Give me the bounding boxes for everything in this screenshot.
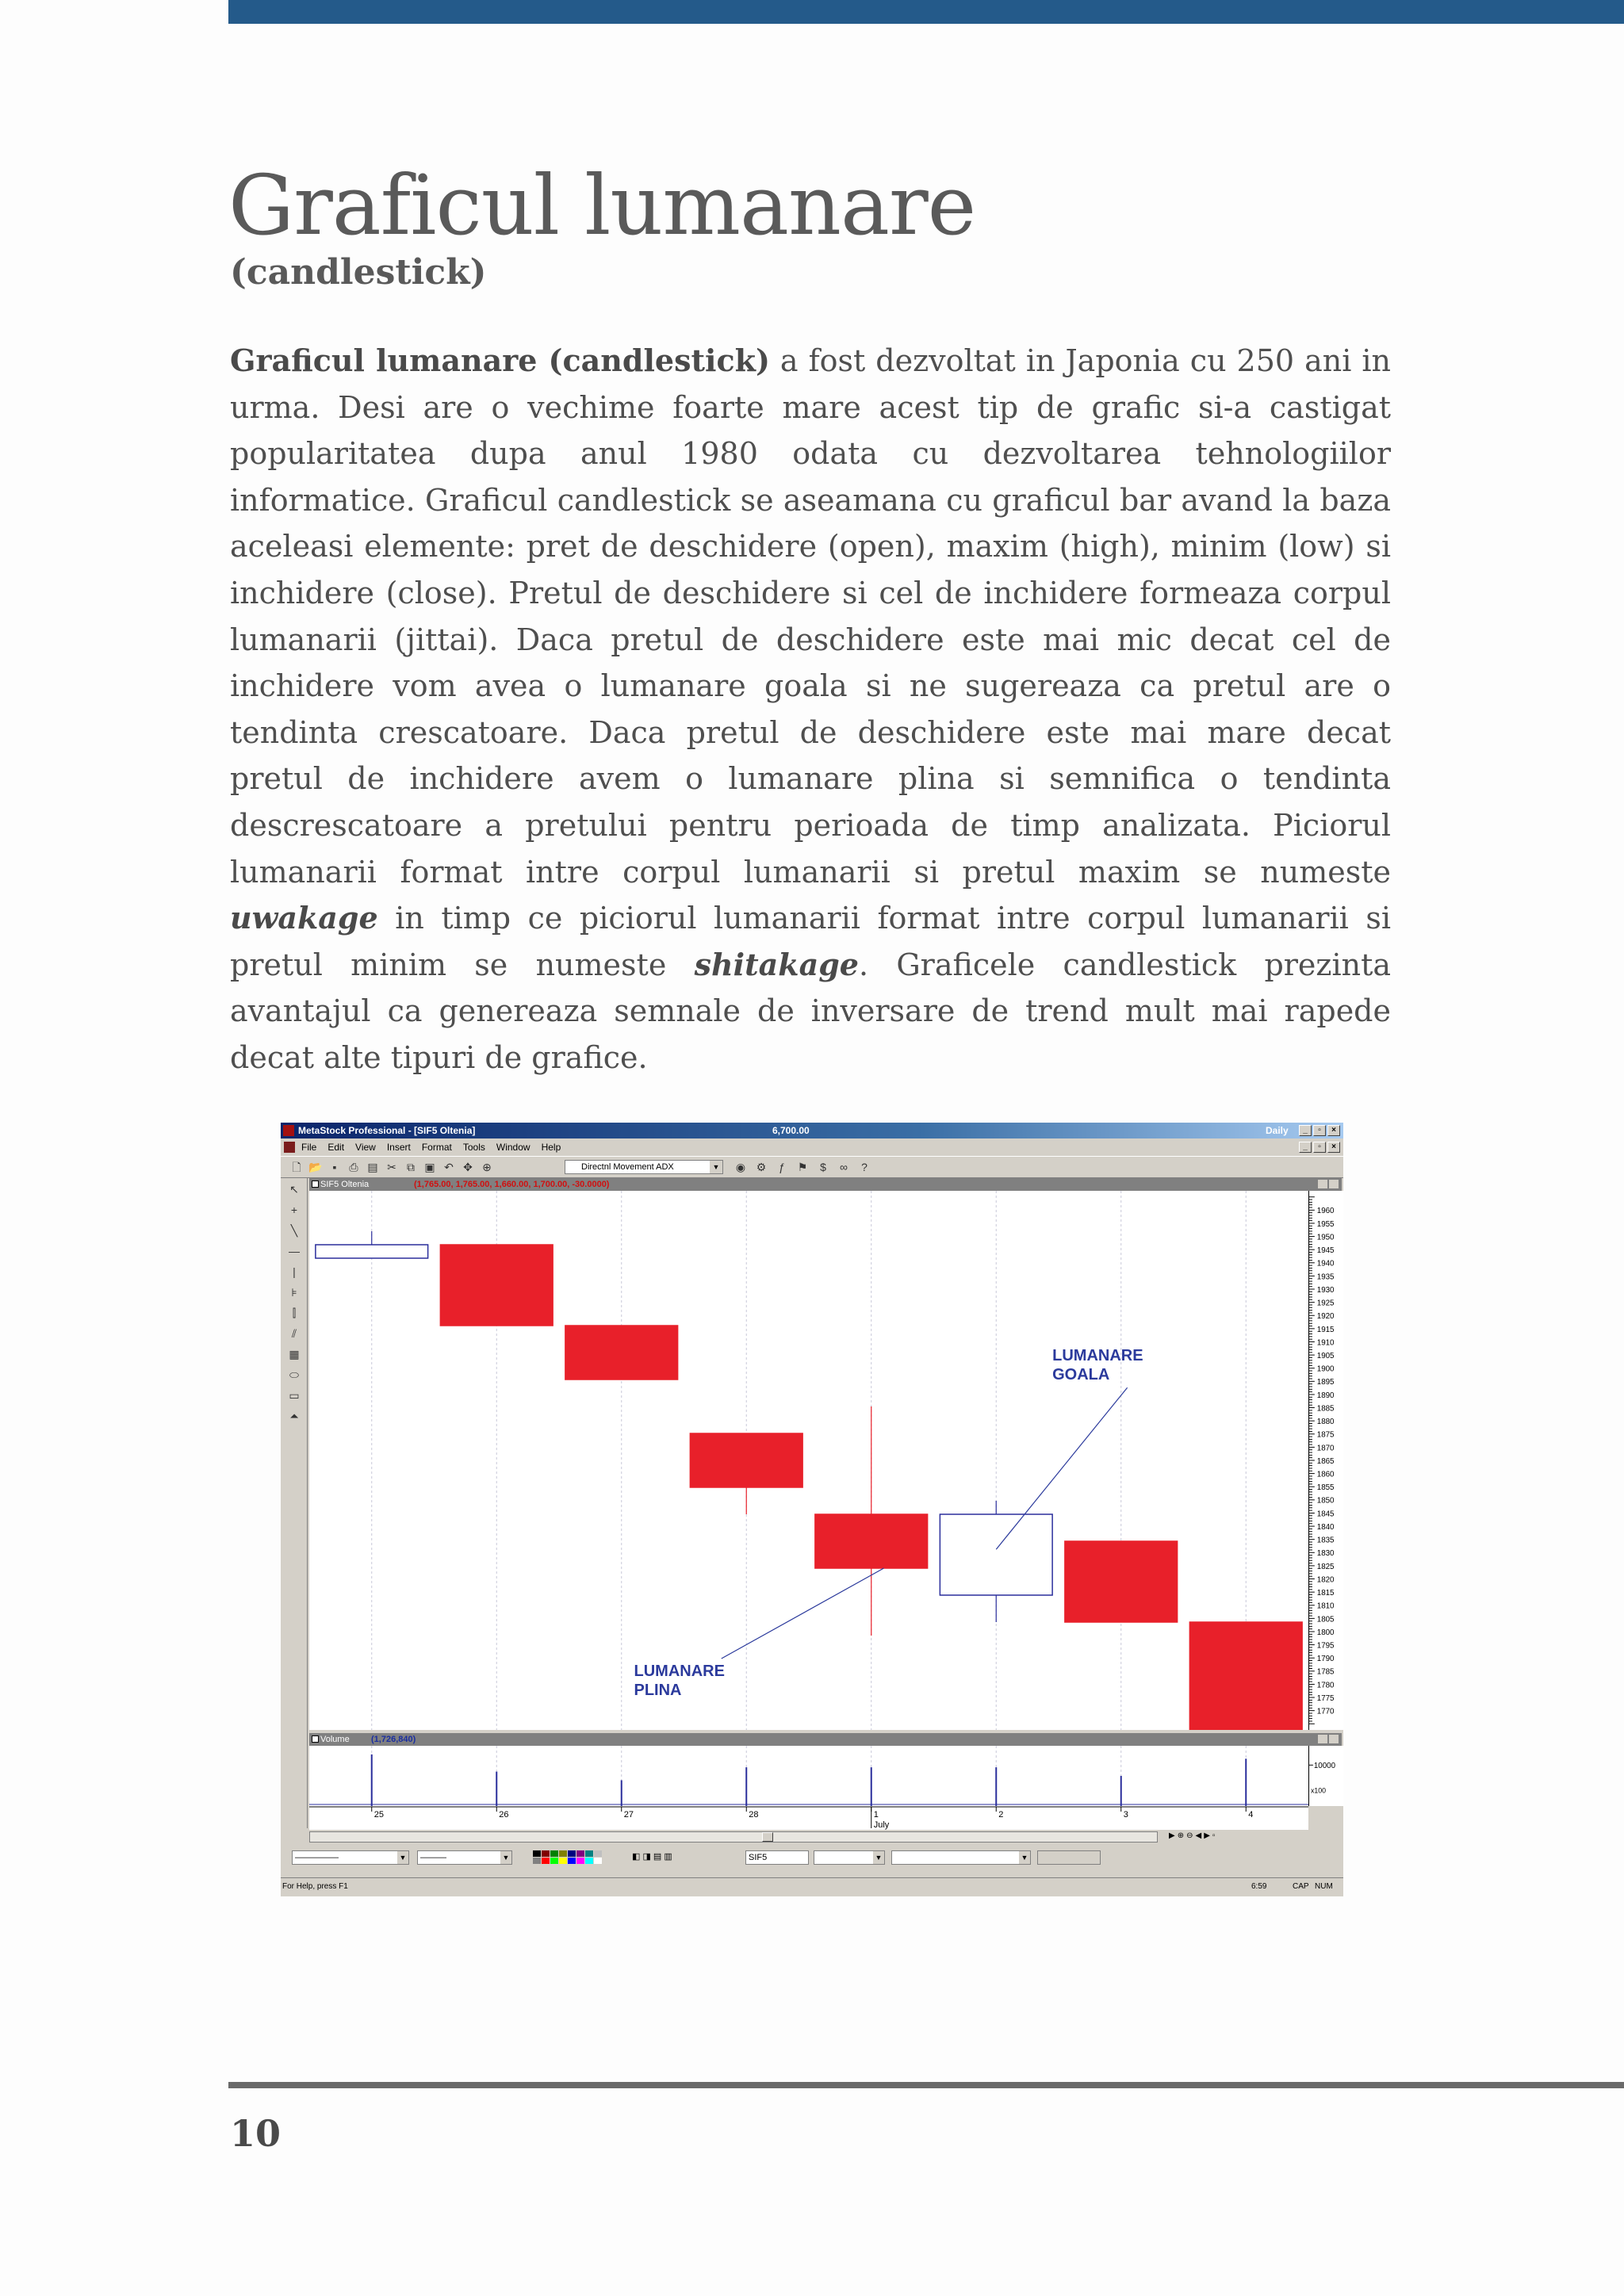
price-tick-label: 1865 bbox=[1316, 1456, 1335, 1466]
price-tick-label: 1805 bbox=[1316, 1615, 1335, 1624]
dollar-icon[interactable]: $ bbox=[820, 1161, 826, 1173]
help-icon[interactable]: ? bbox=[861, 1161, 868, 1173]
ellipse-icon[interactable]: ⬭ bbox=[289, 1368, 299, 1381]
price-tick-label: 1875 bbox=[1316, 1430, 1335, 1440]
speed-lines-icon[interactable]: ⫽ bbox=[291, 1327, 297, 1340]
body-text-1: a fost dezvoltat in Japonia cu 250 ani in urma. Desi are o vechime foarte mare acest tip de grafic si-a castigat popularitatea dupa anul 1980 odata cu dezvoltarea tehnologiilor informatice. Graficul candlestick se aseamana cu graficul bar avand la baza aceleasi elemente: pret de deschidere (open), maxim (high), minim (low) si inchidere (close). Pretul de deschidere si cel de inchidere formeaza corpul lumanarii (jittai). Daca pretul de deschidere este mai mic decat cel de inchidere vom avea o lumanare goala si ne sugereaza ca pretul are o tendinta crescatoare. Daca pretul de deschidere este mai mare decat pretul de inchidere avem o lumanare plina si semnifica o tendinta descrescatoare a pretului pentru perioada de timp analizata. Piciorul lumanarii format intre corpul lumanarii si pretul maxim se numeste bbox=[230, 343, 1391, 890]
candle-filled bbox=[440, 1245, 553, 1326]
annotation-goala: LUMANARE GOALA bbox=[1052, 1347, 1143, 1384]
volume-maximize-icon[interactable] bbox=[1329, 1735, 1339, 1743]
security-select[interactable] bbox=[814, 1850, 885, 1865]
grid-icon[interactable]: ▦ bbox=[289, 1348, 300, 1360]
period-dropdown-icon[interactable]: ▼ bbox=[1019, 1851, 1030, 1864]
symbol-field[interactable] bbox=[745, 1850, 809, 1865]
text-tool-icon[interactable]: ⏶ bbox=[289, 1410, 299, 1422]
menu-item-format[interactable]: Format bbox=[421, 1142, 452, 1153]
volume-unit-label: x100 bbox=[1310, 1786, 1327, 1795]
price-pane-values: (1,765.00, 1,765.00, 1,660.00, 1,700.00, -30.0000) bbox=[414, 1180, 610, 1189]
binoculars-icon[interactable]: ∞ bbox=[840, 1161, 848, 1173]
price-tick-label: 1895 bbox=[1316, 1378, 1335, 1387]
price-tick-label: 1905 bbox=[1316, 1352, 1335, 1360]
print-icon[interactable]: ⎙ bbox=[349, 1161, 358, 1173]
date-tick-label: 3 bbox=[1123, 1810, 1128, 1820]
palette-swatch[interactable] bbox=[559, 1858, 567, 1864]
volume-checkbox-icon[interactable] bbox=[312, 1735, 319, 1743]
child-close-icon[interactable]: × bbox=[1327, 1142, 1340, 1153]
lead-term: Graficul lumanare (candlestick) bbox=[230, 342, 770, 378]
price-tick-label: 1800 bbox=[1316, 1628, 1335, 1637]
cut-icon[interactable]: ✂ bbox=[387, 1161, 396, 1173]
metastock-screenshot bbox=[281, 1123, 1343, 1896]
explorer-icon[interactable]: ◉ bbox=[735, 1161, 746, 1173]
status-bar bbox=[281, 1877, 1343, 1895]
price-tick-label: 1840 bbox=[1316, 1522, 1335, 1532]
price-tick-label: 1830 bbox=[1316, 1549, 1335, 1559]
minimize-icon[interactable]: _ bbox=[1299, 1125, 1312, 1136]
horizontal-line-icon[interactable]: — bbox=[289, 1245, 300, 1257]
candle-filled bbox=[565, 1326, 678, 1380]
window-titlebar bbox=[281, 1123, 1343, 1138]
line-style-dropdown-icon[interactable]: ▼ bbox=[397, 1851, 408, 1864]
vertical-line-icon[interactable]: | bbox=[293, 1265, 296, 1278]
copy-icon[interactable]: ⧉ bbox=[407, 1161, 415, 1173]
price-tick-label: 1785 bbox=[1316, 1667, 1335, 1677]
apply-button[interactable] bbox=[1037, 1850, 1101, 1865]
volume-pane-values: (1,726,840) bbox=[371, 1735, 416, 1744]
menu-item-edit[interactable]: Edit bbox=[327, 1142, 345, 1153]
price-tick-label: 1930 bbox=[1316, 1285, 1335, 1295]
volume-minimize-icon[interactable] bbox=[1318, 1735, 1327, 1743]
cycle-lines-icon[interactable]: ⫿ bbox=[292, 1307, 297, 1319]
trendline-icon[interactable]: ╲ bbox=[290, 1224, 298, 1237]
price-tick-label: 1770 bbox=[1316, 1707, 1335, 1716]
palette-swatch[interactable] bbox=[568, 1858, 576, 1864]
price-tick-label: 1945 bbox=[1316, 1246, 1335, 1256]
body-text-3: . Graficele candlestick prezinta avantajul ca genereaza semnale de inversare de trend mult mai rapede decat alte tipuri de grafice. bbox=[230, 947, 1391, 1075]
title-price: 6,700.00 bbox=[772, 1125, 810, 1136]
candle-hollow bbox=[316, 1245, 428, 1258]
first-bar-icon[interactable]: ◀ bbox=[1195, 1831, 1202, 1840]
price-tick-label: 1885 bbox=[1316, 1404, 1335, 1414]
price-pane-name: SIF5 Oltenia bbox=[320, 1180, 370, 1189]
print-preview-icon[interactable]: ▤ bbox=[367, 1161, 378, 1173]
zoom-icon[interactable]: ⊕ bbox=[482, 1161, 492, 1173]
price-pane-caption bbox=[309, 1178, 1342, 1191]
crosshair-icon[interactable]: ✥ bbox=[463, 1161, 473, 1173]
volume-pane-name: Volume bbox=[320, 1735, 350, 1744]
paste-icon[interactable]: ▣ bbox=[424, 1161, 435, 1173]
price-tick-label: 1855 bbox=[1316, 1483, 1335, 1493]
undo-icon[interactable]: ↶ bbox=[444, 1161, 454, 1173]
palette-swatch[interactable] bbox=[594, 1850, 602, 1857]
pane-checkbox-icon[interactable] bbox=[312, 1181, 319, 1188]
menu-bar bbox=[281, 1138, 1343, 1156]
footer-rule bbox=[228, 2082, 1624, 2088]
zoom-in-icon[interactable]: ⊕ bbox=[1177, 1831, 1185, 1840]
page-title: Graficul lumanare bbox=[228, 157, 976, 254]
palette-swatch[interactable] bbox=[533, 1850, 541, 1857]
palette-swatch[interactable] bbox=[559, 1850, 567, 1857]
security-dropdown-icon[interactable]: ▼ bbox=[873, 1851, 884, 1864]
title-period: Daily bbox=[1266, 1125, 1289, 1136]
price-tick-label: 1935 bbox=[1316, 1272, 1335, 1282]
price-tick-label: 1960 bbox=[1316, 1207, 1335, 1216]
formula-icon[interactable]: ƒ bbox=[779, 1161, 785, 1173]
price-tick-label: 1940 bbox=[1316, 1259, 1335, 1269]
price-tick-label: 1920 bbox=[1316, 1312, 1335, 1322]
price-tick-label: 1845 bbox=[1316, 1510, 1335, 1519]
menu-item-tools[interactable]: Tools bbox=[462, 1142, 485, 1153]
refresh-icon[interactable]: ▫ bbox=[1212, 1831, 1216, 1840]
price-tick-label: 1880 bbox=[1316, 1418, 1335, 1427]
color-palette[interactable] bbox=[533, 1850, 615, 1865]
candle-filled bbox=[815, 1514, 928, 1568]
style-toolbar bbox=[281, 1844, 1343, 1868]
child-minimize-icon[interactable]: _ bbox=[1299, 1142, 1312, 1153]
date-tick-label: 28 bbox=[749, 1810, 759, 1820]
price-tick-label: 1910 bbox=[1316, 1338, 1335, 1348]
date-tick-label: 2 bbox=[998, 1810, 1004, 1820]
annotation-plina: LUMANARE PLINA bbox=[634, 1663, 725, 1699]
header-accent-bar bbox=[228, 0, 1624, 24]
candle-filled bbox=[1065, 1541, 1178, 1622]
price-tick-label: 1850 bbox=[1316, 1496, 1335, 1506]
price-axis bbox=[1308, 1191, 1343, 1730]
chart-scrollbar-row bbox=[281, 1830, 1343, 1844]
horizontal-scrollbar[interactable] bbox=[309, 1831, 1158, 1843]
candle-filled bbox=[1189, 1622, 1302, 1730]
date-tick-label: 27 bbox=[623, 1810, 634, 1820]
dropdown-arrow-icon[interactable]: ▼ bbox=[710, 1161, 722, 1173]
palette-swatch[interactable] bbox=[594, 1858, 602, 1864]
candlestick-chart bbox=[309, 1191, 1308, 1730]
palette-swatch[interactable] bbox=[576, 1858, 584, 1864]
menu-item-help[interactable]: Help bbox=[541, 1142, 561, 1153]
system-tester-icon[interactable]: ⚙ bbox=[756, 1161, 767, 1173]
main-toolbar bbox=[281, 1156, 1343, 1178]
price-tick-label: 1825 bbox=[1316, 1562, 1335, 1571]
palette-swatch[interactable] bbox=[550, 1850, 558, 1857]
price-tick-label: 1790 bbox=[1316, 1655, 1335, 1664]
palette-swatch[interactable] bbox=[542, 1850, 550, 1857]
window-title: MetaStock Professional - [SIF5 Oltenia] bbox=[298, 1125, 476, 1136]
palette-swatch[interactable] bbox=[585, 1850, 593, 1857]
annotation-pointer bbox=[722, 1568, 884, 1659]
volume-chart bbox=[309, 1746, 1308, 1806]
price-tick-label: 1780 bbox=[1316, 1681, 1335, 1690]
page-number: 10 bbox=[230, 2112, 282, 2155]
status-num: NUM bbox=[1315, 1882, 1333, 1891]
document-icon bbox=[284, 1142, 295, 1153]
indicator-select-value: Directnl Movement ADX bbox=[581, 1162, 674, 1172]
volume-pane-caption bbox=[309, 1733, 1342, 1746]
term-shitakage: shitakage bbox=[694, 946, 859, 982]
scroll-right-icon[interactable]: ▶ bbox=[1169, 1831, 1175, 1840]
candle-filled bbox=[690, 1433, 802, 1487]
palette-swatch[interactable] bbox=[533, 1858, 541, 1864]
palette-swatch[interactable] bbox=[576, 1850, 584, 1857]
price-tick-label: 1815 bbox=[1316, 1589, 1335, 1598]
status-cap: CAP bbox=[1293, 1882, 1309, 1891]
tool-buttons: ◧ ◨ ▤ ▥ bbox=[630, 1850, 685, 1865]
price-tick-label: 1835 bbox=[1316, 1536, 1335, 1545]
annotation-pointer bbox=[996, 1387, 1127, 1549]
symbol-field-value: SIF5 bbox=[749, 1853, 768, 1862]
candle-hollow bbox=[940, 1514, 1052, 1595]
page-subtitle: (candlestick) bbox=[230, 252, 487, 293]
body-paragraph bbox=[230, 338, 1391, 1081]
line-weight-dropdown-icon[interactable]: ▼ bbox=[500, 1851, 511, 1864]
term-uwakage: uwakage bbox=[230, 900, 378, 936]
volume-axis bbox=[1308, 1746, 1343, 1806]
restore-icon[interactable]: ▫ bbox=[1313, 1125, 1326, 1136]
price-tick-label: 1955 bbox=[1316, 1219, 1335, 1229]
fibonacci-icon[interactable]: ⊧ bbox=[291, 1286, 297, 1299]
period-select[interactable] bbox=[891, 1850, 1031, 1865]
palette-swatch[interactable] bbox=[585, 1858, 593, 1864]
zoom-out-icon[interactable]: ⊖ bbox=[1186, 1831, 1193, 1840]
child-restore-icon[interactable]: ▫ bbox=[1313, 1142, 1326, 1153]
scroll-thumb[interactable] bbox=[762, 1832, 773, 1842]
line-style-select[interactable]: ————— ▼ bbox=[292, 1850, 409, 1865]
pointer-icon[interactable]: ↖ bbox=[289, 1183, 299, 1196]
date-tick-label: 4 bbox=[1248, 1810, 1254, 1820]
price-tick-label: 1820 bbox=[1316, 1575, 1335, 1585]
new-icon[interactable]: 🗋 bbox=[292, 1161, 301, 1173]
rectangle-icon[interactable]: ▭ bbox=[289, 1389, 300, 1402]
price-tick-label: 1870 bbox=[1316, 1444, 1335, 1453]
price-tick-label: 1950 bbox=[1316, 1233, 1335, 1242]
crosshair-tool-icon[interactable]: + bbox=[290, 1203, 298, 1216]
menu-item-window[interactable]: Window bbox=[496, 1142, 530, 1153]
expert-icon[interactable]: ⚑ bbox=[797, 1161, 808, 1173]
status-help: For Help, press F1 bbox=[282, 1882, 348, 1891]
date-tick-label: 25 bbox=[373, 1810, 384, 1820]
price-tick-label: 1775 bbox=[1316, 1693, 1335, 1703]
price-tick-label: 1795 bbox=[1316, 1641, 1335, 1651]
line-weight-select[interactable]: ——— ▼ bbox=[417, 1850, 512, 1865]
palette-swatch[interactable] bbox=[550, 1858, 558, 1864]
price-tick-label: 1915 bbox=[1316, 1325, 1335, 1334]
price-tick-label: 1900 bbox=[1316, 1364, 1335, 1374]
date-tick-label: 26 bbox=[499, 1810, 509, 1820]
date-axis bbox=[309, 1806, 1308, 1830]
date-tick-label: 1 bbox=[873, 1810, 879, 1820]
menu-item-file[interactable]: File bbox=[301, 1142, 317, 1153]
menu-item-view[interactable]: View bbox=[355, 1142, 376, 1153]
pane-minimize-icon[interactable] bbox=[1318, 1180, 1327, 1188]
palette-swatch[interactable] bbox=[542, 1858, 550, 1864]
body-text-2: in timp ce piciorul lumanarii format intre corpul lumanarii si pretul minim se numeste bbox=[230, 901, 1391, 982]
pane-maximize-icon[interactable] bbox=[1329, 1180, 1339, 1188]
volume-tick-label: 10000 bbox=[1313, 1762, 1336, 1771]
price-tick-label: 1925 bbox=[1316, 1299, 1335, 1308]
menu-item-insert[interactable]: Insert bbox=[386, 1142, 411, 1153]
open-icon[interactable]: 📂 bbox=[308, 1161, 323, 1173]
month-label: July bbox=[873, 1820, 890, 1830]
price-tick-label: 1890 bbox=[1316, 1391, 1335, 1400]
drawing-toolbar bbox=[281, 1178, 308, 1828]
app-icon bbox=[283, 1125, 294, 1136]
price-tick-label: 1810 bbox=[1316, 1601, 1335, 1611]
palette-swatch[interactable] bbox=[568, 1850, 576, 1857]
status-time: 6:59 bbox=[1251, 1882, 1267, 1891]
last-bar-icon[interactable]: ▶ bbox=[1204, 1831, 1210, 1840]
indicator-select[interactable] bbox=[565, 1160, 723, 1174]
price-tick-label: 1860 bbox=[1316, 1470, 1335, 1479]
close-icon[interactable]: × bbox=[1327, 1125, 1340, 1136]
save-icon[interactable]: ▪ bbox=[332, 1161, 337, 1173]
